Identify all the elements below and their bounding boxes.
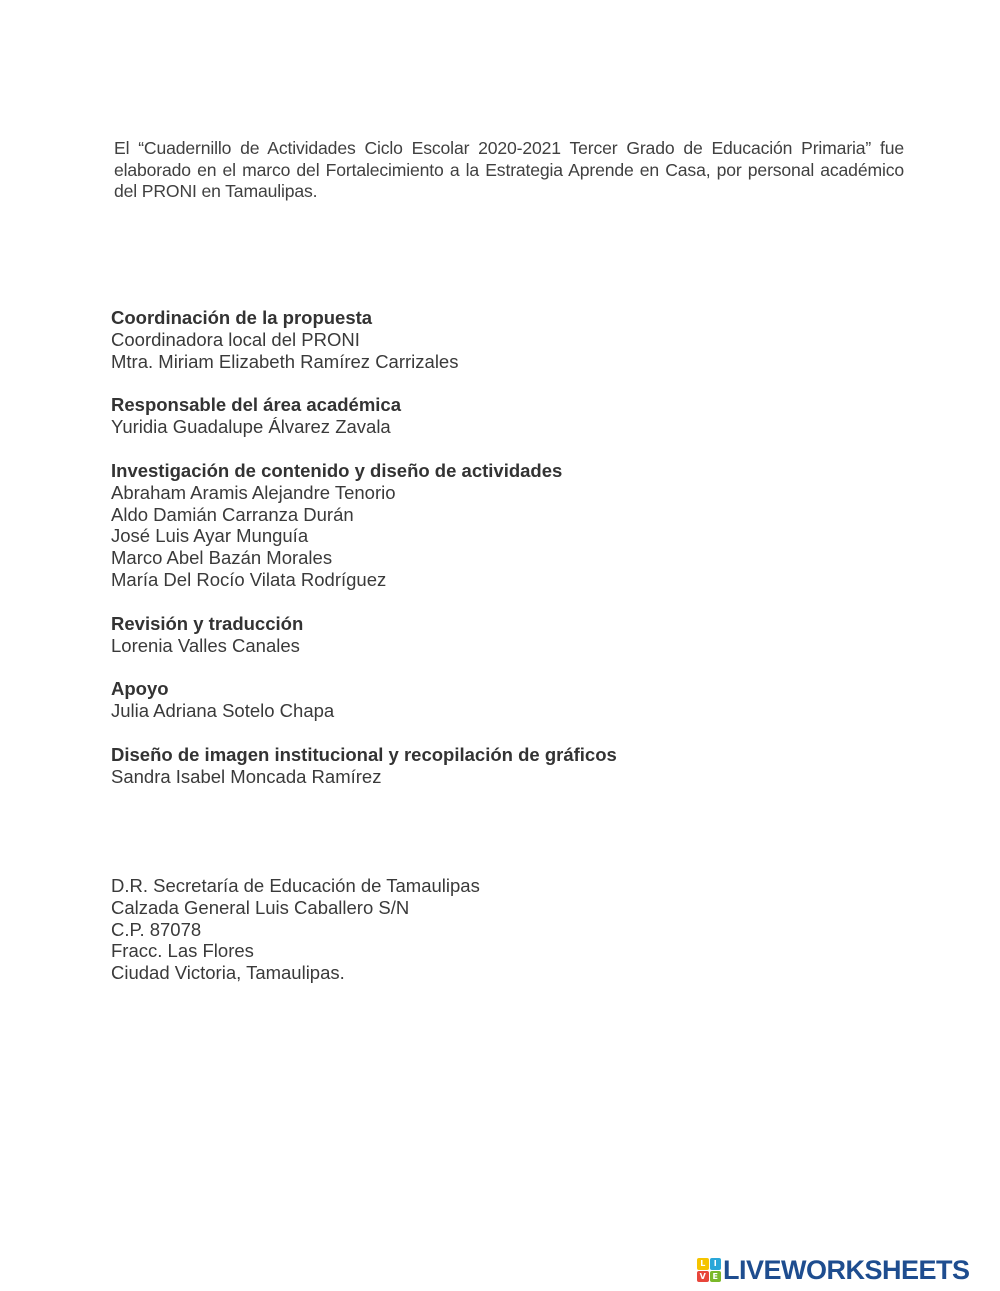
address-line: D.R. Secretaría de Educación de Tamaulipas xyxy=(111,875,480,896)
credit-line: Marco Abel Bazán Morales xyxy=(111,547,333,569)
address-line: Ciudad Victoria, Tamaulipas. xyxy=(111,962,345,984)
credit-section-title: Revisión y traducción xyxy=(111,612,304,634)
credit-section-academic xyxy=(111,394,811,438)
credit-section-title: Investigación de contenido y diseño de actividades xyxy=(111,459,563,481)
credit-line: Coordinadora local del PRONI xyxy=(111,328,360,350)
logo-square: L xyxy=(697,1258,709,1270)
credit-line: María Del Rocío Vilata Rodríguez xyxy=(111,568,387,590)
liveworksheets-brand xyxy=(697,1256,970,1284)
credit-line: José Luis Ayar Munguía xyxy=(111,525,309,547)
credit-section-title: Diseño de imagen institucional y recopilación de gráficos xyxy=(111,743,617,765)
credits-list xyxy=(111,307,811,810)
credit-line: Aldo Damián Carranza Durán xyxy=(111,503,354,525)
credit-line: Lorenia Valles Canales xyxy=(111,634,300,656)
credit-section-title: Responsable del área académica xyxy=(111,394,401,416)
intro-paragraph: El “Cuadernillo de Actividades Ciclo Escolar 2020-2021 Tercer Grado de Educación Primaria” fue elaborado en el marco del Fortalecimiento a la Estrategia Aprende en Casa, por personal académico del PRONI en Tamaulipas. xyxy=(114,138,904,201)
brand-name: LIVEWORKSHEETS xyxy=(723,1255,970,1285)
credit-section-title: Apoyo xyxy=(111,678,169,700)
logo-square: I xyxy=(710,1258,722,1270)
liveworksheets-logo-icon xyxy=(697,1258,721,1282)
credit-section-design xyxy=(111,744,811,788)
credit-section-title: Coordinación de la propuesta xyxy=(111,307,373,328)
credit-section-coordination xyxy=(111,307,811,372)
logo-square: V xyxy=(697,1271,709,1283)
logo-square: E xyxy=(710,1271,722,1283)
credit-line: Yuridia Guadalupe Álvarez Zavala xyxy=(111,416,391,438)
credit-line: Abraham Aramis Alejandre Tenorio xyxy=(111,481,396,503)
address-line: Calzada General Luis Caballero S/N xyxy=(111,896,410,918)
address-block xyxy=(111,875,711,984)
address-line: C.P. 87078 xyxy=(111,918,202,940)
credit-section-support xyxy=(111,678,811,722)
credit-section-review xyxy=(111,613,811,657)
credit-line: Julia Adriana Sotelo Chapa xyxy=(111,700,335,722)
address-line: Fracc. Las Flores xyxy=(111,940,254,962)
credit-section-research xyxy=(111,460,811,591)
credit-line: Sandra Isabel Moncada Ramírez xyxy=(111,765,382,787)
credit-line: Mtra. Miriam Elizabeth Ramírez Carrizales xyxy=(111,350,459,372)
